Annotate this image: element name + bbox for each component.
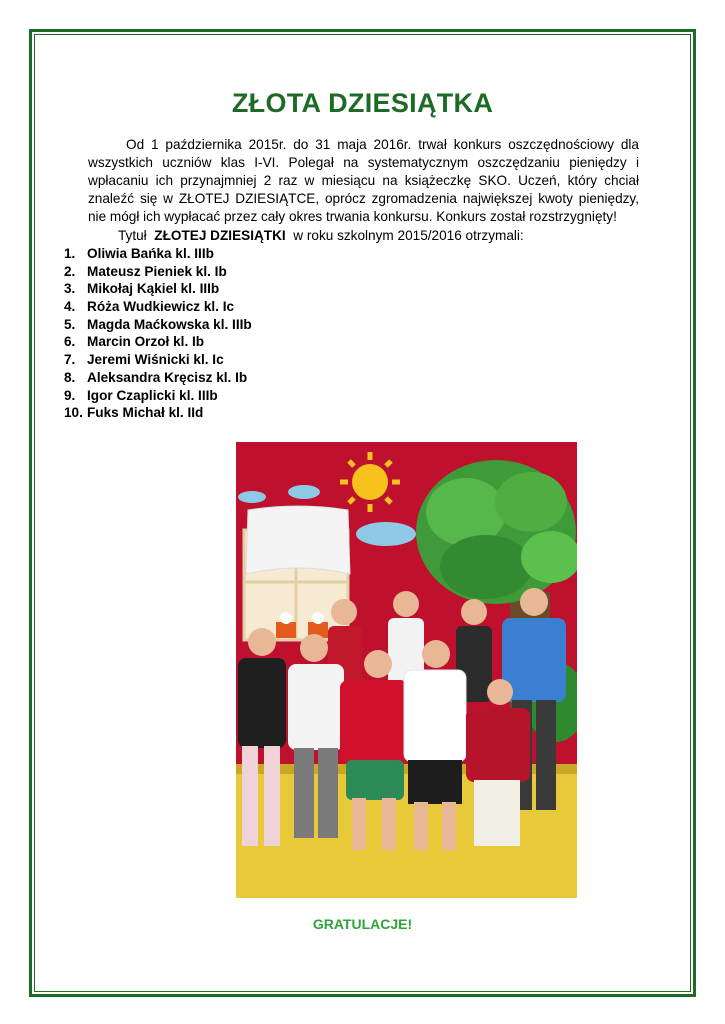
winners-list <box>64 245 252 422</box>
winners-intro-prefix: Tytuł <box>118 228 147 243</box>
winner-item <box>64 263 252 281</box>
winner-name: Marcin Orzoł kl. Ib <box>87 334 205 350</box>
winner-number: 6. <box>64 334 76 350</box>
intro-paragraph: Od 1 października 2015r. do 31 maja 2016r. trwał konkurs oszczędnościowy dla wszystkich uczniów klas I-VI. Polegał na systematycznym oszczędzaniu pieniędzy i wpłacaniu ich przynajmniej 2 raz w miesiącu na książeczkę SKO. Uczeń, który chciał znaleźć się w ZŁOTEJ DZIESIĄTCE, oprócz zgromadzenia największej kwoty pieniędzy, nie mógł ich wypłacać przez cały okres trwania konkursu. Konkurs został rozstrzygnięty! <box>88 137 639 224</box>
winners-intro-title: ZŁOTEJ DZIESIĄTKI <box>154 228 286 243</box>
winner-item <box>64 298 252 316</box>
winner-name: Fuks Michał kl. IId <box>87 405 204 421</box>
group-photo <box>236 442 577 898</box>
winner-item <box>64 333 252 351</box>
winner-number: 5. <box>64 316 76 332</box>
winners-intro-suffix: w roku szkolnym 2015/2016 otrzymali: <box>293 228 524 243</box>
winner-name: Jeremi Wiśnicki kl. Ic <box>87 352 224 368</box>
winner-name: Oliwia Bańka kl. IIIb <box>87 246 214 261</box>
winner-name: Róża Wudkiewicz kl. Ic <box>87 299 235 315</box>
page-title: ZŁOTA DZIESIĄTKA <box>231 88 494 118</box>
winner-number: 7. <box>64 352 76 368</box>
winners-intro <box>118 227 524 245</box>
winner-name: Magda Maćkowska kl. IIIb <box>87 316 252 332</box>
winner-number: 10. <box>64 405 83 421</box>
winner-name: Mikołaj Kąkiel kl. IIIb <box>87 281 220 297</box>
winner-item <box>64 369 252 387</box>
winner-item <box>64 316 252 334</box>
winner-number: 2. <box>64 263 76 279</box>
winner-name: Aleksandra Kręcisz kl. Ib <box>87 369 248 385</box>
congratulations-text: GRATULACJE! <box>312 916 413 932</box>
winner-item <box>64 351 252 369</box>
winner-name: Igor Czaplicki kl. IIIb <box>87 387 218 403</box>
winner-item <box>64 245 252 263</box>
winner-number: 9. <box>64 387 76 403</box>
winner-item <box>64 404 252 422</box>
winner-name: Mateusz Pieniek kl. Ib <box>87 263 227 279</box>
winner-number: 1. <box>64 246 76 261</box>
winner-item <box>64 387 252 405</box>
winner-number: 3. <box>64 281 76 297</box>
winner-number: 8. <box>64 369 76 385</box>
winner-number: 4. <box>64 299 76 315</box>
winner-item <box>64 280 252 298</box>
group-photo-illustration <box>236 442 577 898</box>
